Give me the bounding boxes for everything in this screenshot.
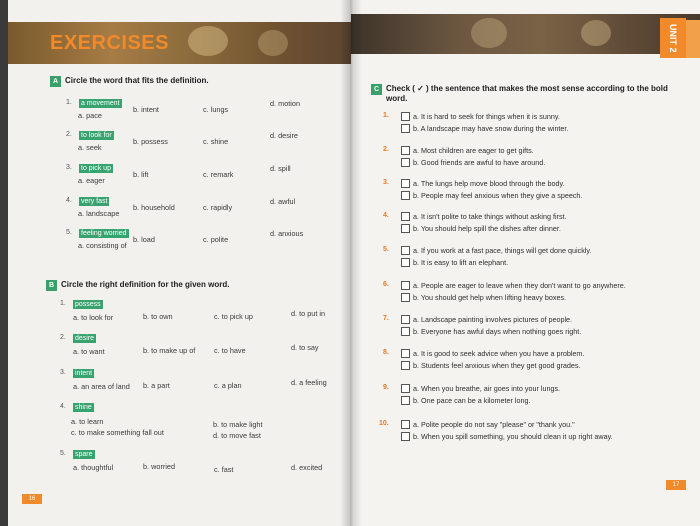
section-c-item-number: 5.: [383, 246, 389, 253]
section-c-item: [351, 112, 700, 142]
section-c-sentence-b: b. A landscape may have snow during the winter.: [413, 124, 569, 133]
checkbox-b[interactable]: [401, 327, 410, 336]
section-a-item-word: to pick up: [81, 165, 111, 172]
section-a-option: a. eager: [78, 176, 105, 185]
section-a-option: d. spill: [270, 164, 291, 173]
section-b-option: a. thoughtful: [73, 463, 114, 472]
section-c-item: [351, 420, 700, 450]
section-b-option: c. to have: [214, 346, 246, 355]
section-c-item: [351, 384, 700, 414]
section-c-sentence-b: b. Everyone has awful days when nothing goes right.: [413, 327, 582, 336]
section-c-sentence-a: a. Landscape painting involves pictures of people.: [413, 315, 573, 324]
checkbox-b[interactable]: [401, 361, 410, 370]
section-a-item-number: 1.: [66, 99, 72, 106]
section-c-item-number: 1.: [383, 112, 389, 119]
section-a-item-number: 4.: [66, 197, 72, 204]
section-b-option: c. to make something fall out: [71, 428, 164, 437]
section-b-item-word: intent: [75, 370, 93, 377]
section-a-item-word: feeling worried: [81, 230, 127, 237]
checkbox-b[interactable]: [401, 224, 410, 233]
checkbox-a[interactable]: [401, 349, 410, 358]
section-b-option: a. to learn: [71, 417, 104, 426]
section-c-item: [351, 281, 700, 311]
section-a-option: a. pace: [78, 111, 102, 120]
checkbox-a[interactable]: [401, 281, 410, 290]
section-a-option: a. landscape: [78, 209, 120, 218]
section-b-option: b. to make up of: [143, 346, 196, 355]
section-a-option: a. seek: [78, 143, 102, 152]
section-a-option: d. anxious: [270, 229, 304, 238]
checkbox-b[interactable]: [401, 158, 410, 167]
section-a-badge: A: [50, 76, 61, 87]
right-header-banner: [351, 14, 700, 54]
checkbox-a[interactable]: [401, 112, 410, 121]
section-c-sentence-a: a. The lungs help move blood through the body.: [413, 179, 565, 188]
section-a-option: c. lungs: [203, 105, 229, 114]
section-c-sentence-a: a. Polite people do not say "please" or "thank you.": [413, 420, 575, 429]
section-c-sentence-a: a. It isn't polite to take things without asking first.: [413, 212, 567, 221]
section-b-option: b. to make light: [213, 420, 263, 429]
section-b-badge: B: [46, 280, 57, 291]
left-page: [8, 0, 351, 526]
section-a-option: b. intent: [133, 105, 159, 114]
checkbox-b[interactable]: [401, 191, 410, 200]
checkbox-a[interactable]: [401, 246, 410, 255]
section-c-sentence-a: a. It is good to seek advice when you have a problem.: [413, 349, 585, 358]
section-a-option: d. motion: [270, 99, 301, 108]
section-c-item-number: 8.: [383, 349, 389, 356]
section-b-item-word: spare: [75, 451, 93, 458]
section-b-item-word: possess: [75, 301, 101, 308]
section-b-heading: [46, 280, 229, 291]
section-c-sentence-a: a. If you work at a fast pace, things will get done quickly.: [413, 246, 592, 255]
section-a-item-word: to look for: [81, 132, 112, 139]
section-a-item-number: 3.: [66, 164, 72, 171]
section-c-item-number: 3.: [383, 179, 389, 186]
section-b-item-number: 4.: [60, 403, 66, 410]
checkbox-b[interactable]: [401, 258, 410, 267]
section-b-option: b. worried: [143, 462, 176, 471]
section-a-item-number: 2.: [66, 131, 72, 138]
section-a-option: c. shine: [203, 137, 229, 146]
section-c-instruction: Check ( ✓ ) the sentence that makes the most sense according to the bold word.: [386, 84, 668, 103]
orange-edge-strip: [686, 20, 700, 58]
section-c-sentence-a: a. Most children are eager to get gifts.: [413, 146, 534, 155]
section-a-option: d. awful: [270, 197, 296, 206]
section-c-sentence-b: b. Good friends are awful to have around.: [413, 158, 546, 167]
section-b-option: b. to own: [143, 312, 173, 321]
checkbox-a[interactable]: [401, 315, 410, 324]
section-a-option: b. load: [133, 235, 155, 244]
book-spine: [340, 0, 362, 526]
checkbox-b[interactable]: [401, 432, 410, 441]
section-b-option: d. a feeling: [291, 378, 327, 387]
right-page: [351, 0, 700, 526]
section-c-badge: C: [371, 84, 382, 95]
section-c-sentence-b: b. You should get help when lifting heavy boxes.: [413, 293, 567, 302]
section-c-item-number: 10.: [379, 420, 389, 427]
section-b-item-number: 1.: [60, 300, 66, 307]
checkbox-b[interactable]: [401, 124, 410, 133]
section-b-item-word: shine: [75, 404, 92, 411]
section-b-option: c. to pick up: [214, 312, 253, 321]
section-c-item-number: 2.: [383, 146, 389, 153]
unit-tab: UNIT 2: [660, 18, 686, 58]
exercises-title: EXERCISES: [50, 32, 169, 54]
section-b-option: d. to move fast: [213, 431, 261, 440]
section-b-option: d. excited: [291, 463, 323, 472]
section-c-sentence-b: b. One pace can be a kilometer long.: [413, 396, 531, 405]
section-c-item-number: 7.: [383, 315, 389, 322]
section-c-item: [351, 315, 700, 345]
section-b-item-number: 2.: [60, 334, 66, 341]
section-b-option: a. to want: [73, 347, 105, 356]
checkbox-a[interactable]: [401, 420, 410, 429]
section-a-heading: [50, 76, 209, 87]
section-c-item: [351, 146, 700, 176]
section-a-option: d. desire: [270, 131, 298, 140]
section-c-sentence-b: b. When you spill something, you should clean it up right away.: [413, 432, 613, 441]
checkbox-a[interactable]: [401, 146, 410, 155]
section-c-item: [351, 246, 700, 276]
section-b-item-word: desire: [75, 335, 95, 342]
left-page-number: 16: [22, 494, 42, 504]
section-c-sentence-b: b. Students feel anxious when they get good grades.: [413, 361, 581, 370]
section-a-option: c. rapidly: [203, 203, 233, 212]
section-c-sentence-a: a. People are eager to leave when they don't want to go anywhere.: [413, 281, 626, 290]
section-c-item: [351, 212, 700, 242]
section-c-heading: [371, 84, 671, 104]
checkbox-a[interactable]: [401, 179, 410, 188]
section-c-sentence-b: b. You should help spill the dishes after dinner.: [413, 224, 561, 233]
left-header-banner: [8, 22, 351, 64]
section-a-option: c. polite: [203, 235, 229, 244]
section-c-sentence-a: a. When you breathe, air goes into your lungs.: [413, 384, 561, 393]
section-a-option: b. lift: [133, 170, 149, 179]
section-c-item-number: 6.: [383, 281, 389, 288]
section-a-option: b. household: [133, 203, 175, 212]
section-b-option: a. to look for: [73, 313, 114, 322]
section-b-item-number: 5.: [60, 450, 66, 457]
section-b-option: d. to put in: [291, 309, 326, 318]
right-page-number: 17: [666, 480, 686, 490]
section-a-item-word: a movement: [81, 100, 120, 107]
section-b-option: c. fast: [214, 465, 234, 474]
section-b-item-number: 3.: [60, 369, 66, 376]
checkbox-b[interactable]: [401, 293, 410, 302]
checkbox-a[interactable]: [401, 384, 410, 393]
section-b-instruction: Circle the right definition for the given word.: [61, 280, 230, 289]
checkbox-b[interactable]: [401, 396, 410, 405]
section-c-sentence-b: b. It is easy to lift an elephant.: [413, 258, 509, 267]
section-a-option: b. possess: [133, 137, 168, 146]
section-a-item-word: very fast: [81, 198, 108, 205]
section-b-option: b. a part: [143, 381, 170, 390]
section-b-option: a. an area of land: [73, 382, 130, 391]
section-b-option: c. a plan: [214, 381, 242, 390]
section-c-item: [351, 179, 700, 209]
section-c-sentence-b: b. People may feel anxious when they give a speech.: [413, 191, 583, 200]
section-c-item: [351, 349, 700, 379]
checkbox-a[interactable]: [401, 212, 410, 221]
section-c-sentence-a: a. It is hard to seek for things when it is sunny.: [413, 112, 560, 121]
section-a-item-number: 5.: [66, 229, 72, 236]
section-a-option: c. remark: [203, 170, 234, 179]
section-c-item-number: 4.: [383, 212, 389, 219]
section-c-item-number: 9.: [383, 384, 389, 391]
section-a-instruction: Circle the word that fits the definition.: [65, 76, 209, 85]
section-b-option: d. to say: [291, 343, 319, 352]
section-a-option: a. consisting of: [78, 241, 127, 250]
